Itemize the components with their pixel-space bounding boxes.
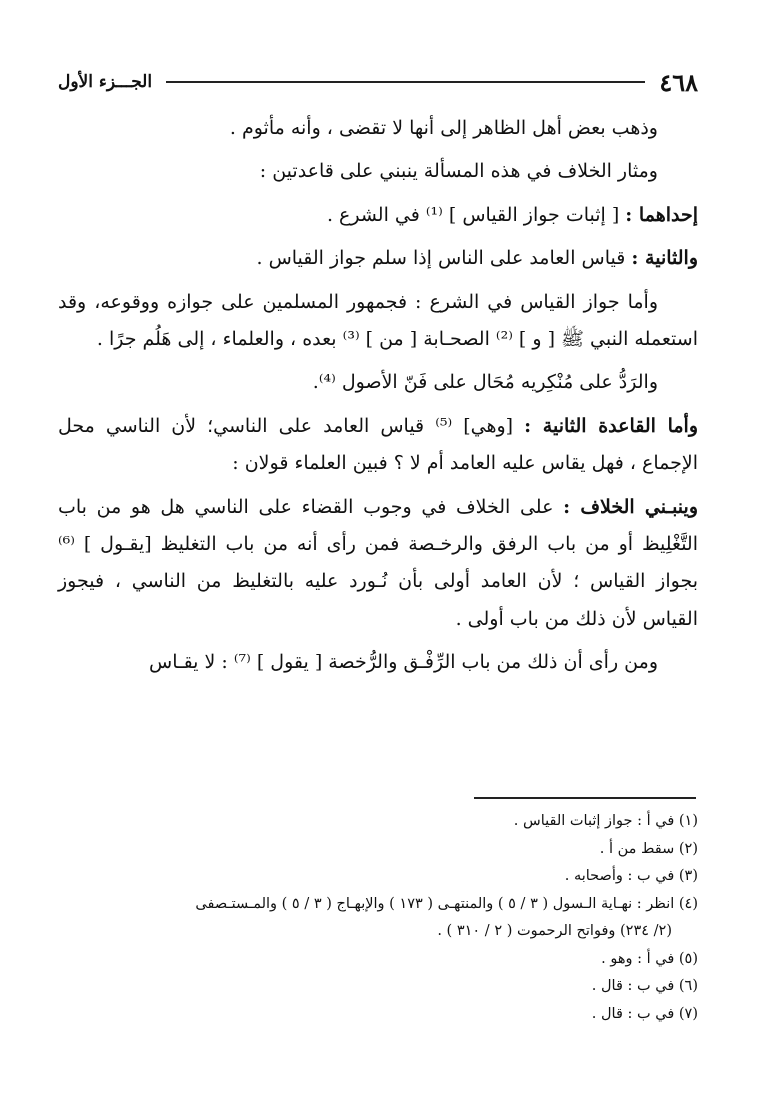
paragraph-8 [58, 489, 698, 639]
page-number: ٤٦٨ [659, 67, 698, 97]
footnote-4-continued [58, 918, 698, 946]
paragraph-3-text: [ إثبات جواز القياس ] ⁽¹⁾ في الشرع . [326, 203, 626, 226]
footnote-rule [474, 797, 696, 799]
main-text [58, 110, 698, 682]
paragraph-3-lead: إحداهما : [625, 203, 698, 226]
paragraph-7 [58, 408, 698, 483]
footnote-6: (٦) في ب : قال . [591, 978, 698, 994]
paragraph-2: ومثار الخلاف في هذه المسألة ينبني على قاعدتين : [259, 160, 658, 183]
paragraph-1: وذهب بعض أهل الظاهر إلى أنها لا تقضى ، وأنه مأثوم . [229, 117, 658, 139]
footnote-7: (٧) في ب : قال . [591, 1005, 698, 1022]
footnotes [58, 808, 698, 1028]
paragraph-4 [58, 240, 698, 277]
paragraph-8-lead: وينبـني الخلاف : [563, 495, 698, 518]
paragraph-5: وأما جواز القياس في الشرع : فجمهور المسلمين على جوازه ووقوعه، وقد استعمله النبي ﷺ [ و ] ⁽²⁾ الصحـابة [ من ] ⁽³⁾ بعده ، والعلماء ، إلى هَلُم جرًا . [58, 290, 698, 351]
paragraph-4-lead: والثانية : [631, 247, 698, 270]
footnote-2: (٢) سقط من أ . [599, 840, 698, 857]
header-rule [166, 81, 645, 83]
footnote-3: (٣) في ب : وأصحابه . [564, 868, 698, 884]
paragraph-7-text: [وهي] ⁽⁵⁾ قياس العامد على الناسي؛ لأن الناسي محل الإجماع ، فهل يقاس عليه العامد أم لا ؟ فبين العلماء قولان : [58, 414, 698, 475]
paragraph-6: والرَدُّ على مُنْكِريه مُحَال على فَنّ الأصول ⁽⁴⁾. [312, 371, 658, 394]
paragraph-8-text: على الخلاف في وجوب القضاء على الناسي هل هو من باب التَّغْلِيظ أو من باب الرفق والرخـصة فمن رأى أنه من باب التغليظ [يقـول ] ⁽⁶⁾ بجواز القياس ؛ لأن العامد أولى بأن نُـورد عليه بالتغليظ من الناسي ، فيجوز القياس لأن ذلك من باب أولى . [58, 495, 698, 630]
paragraph-9: ومن رأى أن ذلك من باب الرِّفْـق والرُّخصة [ يقول ] ⁽⁷⁾ : لا يقـاس [149, 651, 658, 674]
paragraph-3 [58, 197, 698, 234]
footnote-4: (٤) انظر : نهـاية الـسول ( ٣ / ٥ ) والمنتهـى ( ١٧٣ ) والإبهـاج ( ٣ / ٥ ) والمـستـصفى [195, 895, 698, 912]
page-header [58, 62, 698, 102]
footnote-4-continuation: (٢/ ٢٣٤) وفواتح الرحموت ( ٢ / ٣١٠ ) . [437, 923, 672, 939]
paragraph-7-lead: وأما القاعدة الثانية : [524, 414, 698, 437]
volume-label: الجـــزء الأول [58, 72, 153, 92]
footnote-5: (٥) في أ : وهو . [601, 950, 698, 967]
paragraph-4-text: قياس العامد على الناس إذا سلم جواز القياس . [256, 247, 632, 270]
footnote-1: (١) في أ : جواز إثبات القياس . [513, 813, 698, 829]
